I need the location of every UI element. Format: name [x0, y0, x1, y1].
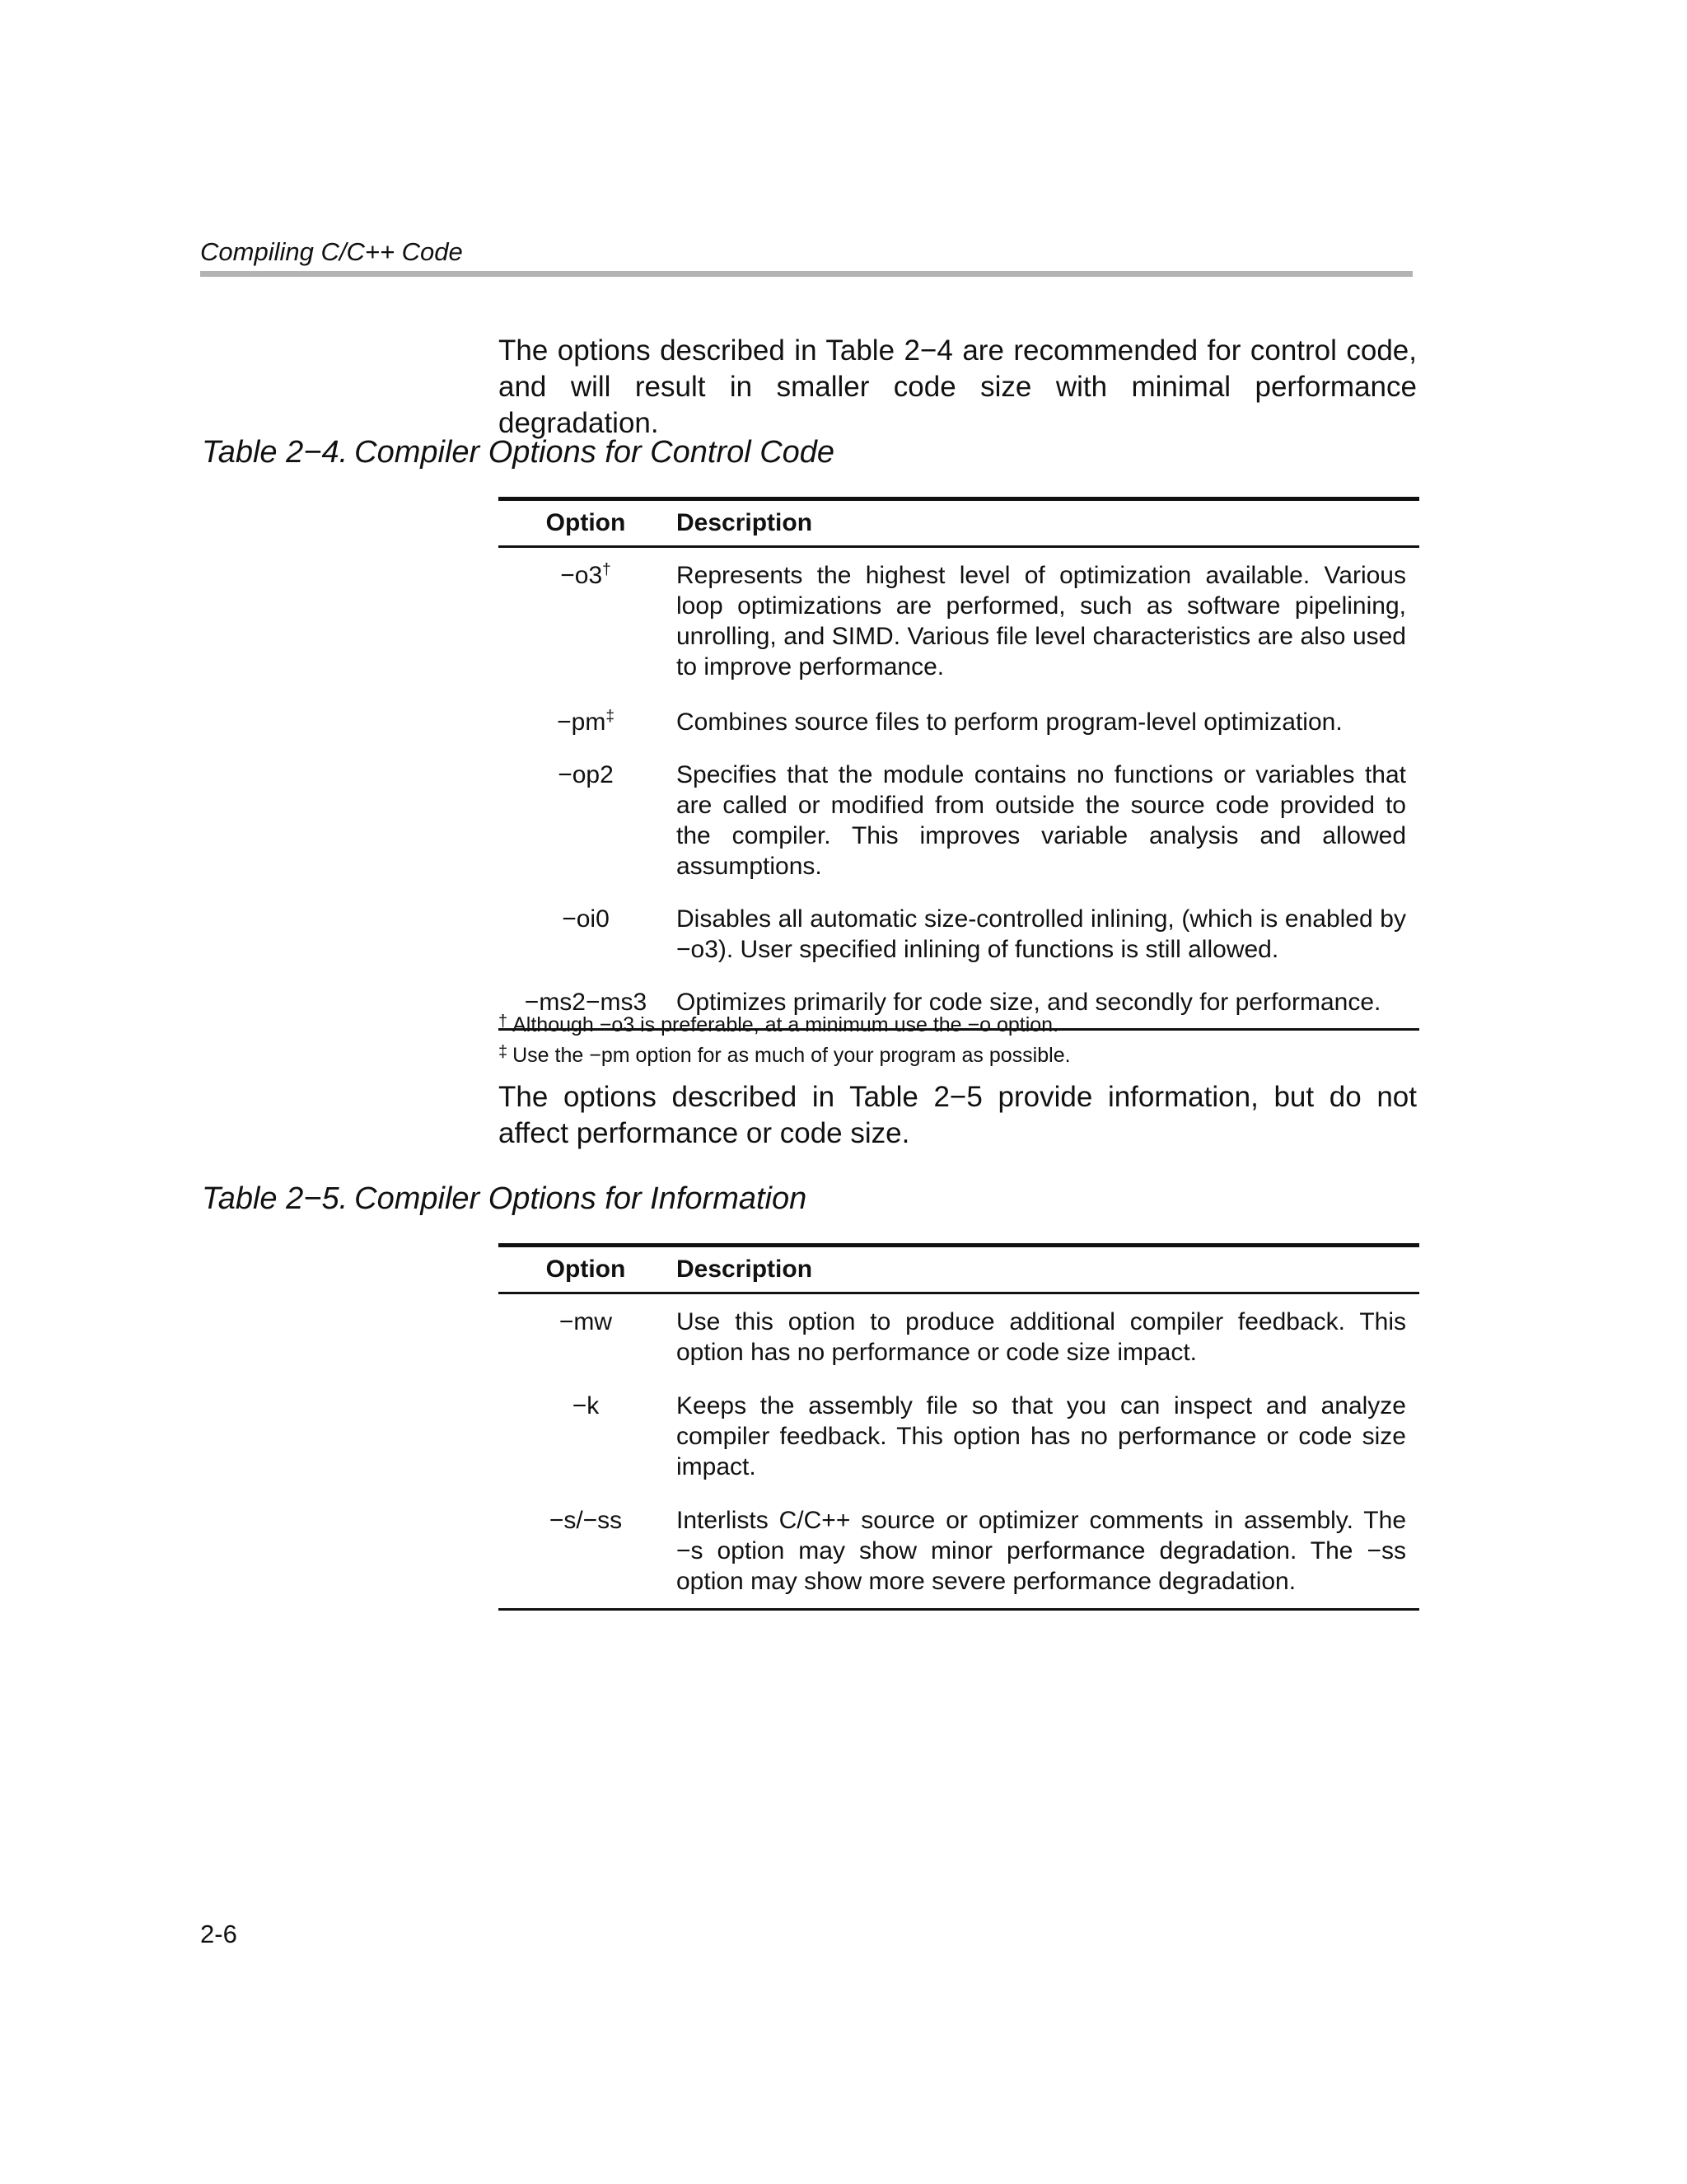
- description-cell: Represents the highest level of optimization available. Various loop optimizations are performed, such as software pipelining, unrolling, and SIMD. Various file level characteristics are also used to improve performance.: [676, 562, 1406, 680]
- table-header-rule: [498, 545, 1419, 548]
- table-2-5: [498, 1243, 1419, 1611]
- column-header-option: Option: [545, 1256, 626, 1283]
- description-cell: Optimizes primarily for code size, and secondly for performance.: [676, 989, 1381, 1016]
- footnote-marker: †: [602, 561, 611, 578]
- description-cell: Specifies that the module contains no functions or variables that are called or modified from outside the source code provided to the compiler. This improves variable analysis and allowed assumptions.: [676, 761, 1406, 880]
- description-cell: Keeps the assembly file so that you can inspect and analyze compiler feedback. This option has no performance or code size impact.: [676, 1392, 1406, 1480]
- header-rule: [200, 271, 1413, 277]
- table-2-5-caption-number: Table 2−5.: [202, 1181, 348, 1216]
- description-cell: Interlists C/C++ source or optimizer comments in assembly. The −s option may show minor performance degradation. The −ss option may show more severe performance degradation.: [676, 1507, 1406, 1595]
- table-2-4-footnotes: [498, 1008, 1071, 1069]
- table-header-row: [498, 501, 1419, 545]
- table-row: [498, 1307, 1419, 1368]
- footnote-text: Although −o3 is preferable, at a minimum use the −o option.: [512, 1013, 1059, 1036]
- footnote: [498, 1039, 1071, 1069]
- option-cell: −k: [572, 1392, 600, 1419]
- table-header-row: [498, 1247, 1419, 1292]
- running-header-title: Compiling C/C++ Code: [200, 237, 463, 266]
- option-name: −pm: [557, 709, 606, 736]
- description-cell: Disables all automatic size-controlled inlining, (which is enabled by −o3). User specified inlining of functions is still allowed.: [676, 905, 1406, 963]
- description-cell: Use this option to produce additional compiler feedback. This option has no performance or code size impact.: [676, 1308, 1406, 1366]
- footnote-text: Use the −pm option for as much of your program as possible.: [512, 1044, 1071, 1067]
- intro-paragraph-1: The options described in Table 2−4 are recommended for control code, and will result in smaller code size with minimal performance degradation.: [498, 334, 1417, 439]
- table-row: [498, 1505, 1419, 1597]
- footnote-marker: ‡: [605, 708, 615, 725]
- table-row: [498, 560, 1419, 682]
- option-name: −ms2−ms3: [524, 989, 647, 1016]
- option-cell: −s/−ss: [549, 1507, 623, 1534]
- option-name: −op2: [558, 761, 614, 788]
- option-name: −oi0: [562, 905, 610, 933]
- table-row: [498, 760, 1419, 882]
- table-2-4-caption: [202, 435, 834, 470]
- option-name: −o3: [560, 562, 603, 589]
- footnote-mark: ‡: [498, 1043, 508, 1061]
- table-2-4-caption-title: Compiler Options for Control Code: [354, 435, 835, 470]
- column-header-description: Description: [676, 1256, 813, 1283]
- table-bottom-rule: [498, 1608, 1419, 1611]
- intro-paragraph-2: The options described in Table 2−5 provide information, but do not affect performance or code size.: [498, 1081, 1417, 1149]
- option-cell: [498, 707, 673, 737]
- footnote-mark: †: [498, 1012, 508, 1031]
- page-number: 2-6: [200, 1920, 237, 1948]
- table-2-5-caption: [202, 1181, 806, 1217]
- table-2-5-caption-title: Compiler Options for Information: [354, 1181, 807, 1216]
- option-cell: [498, 904, 673, 934]
- table-2-4-caption-number: Table 2−4.: [202, 435, 348, 470]
- table-2-4: [498, 497, 1419, 1031]
- option-cell: [498, 560, 673, 591]
- table-row: [498, 904, 1419, 965]
- footnote: [498, 1008, 1071, 1039]
- option-cell: −mw: [558, 1308, 613, 1335]
- table-header-rule: [498, 1292, 1419, 1294]
- column-header-option: Option: [545, 509, 626, 536]
- description-cell: Combines source files to perform program-level optimization.: [676, 709, 1343, 736]
- table-row: [498, 707, 1419, 737]
- option-cell: [498, 760, 673, 790]
- table-row: [498, 1391, 1419, 1482]
- column-header-description: Description: [676, 509, 813, 536]
